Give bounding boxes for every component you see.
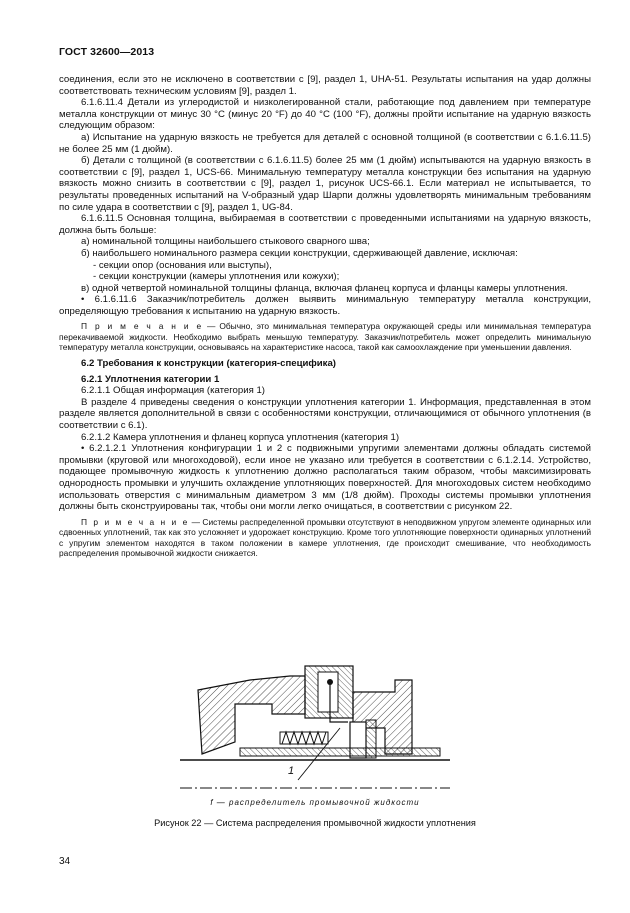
note-text: — Системы распределенной промывки отсутствуют в неподвижном упругом элементе одинарных или сдвоенных уплотнений, так как это усложняет и удорожает конструкцию. Кроме того уплотняющие поверхности одинарных уплотнений с упругим элементом находятся в таком положении в камере уплотнения, где происходит смешивание, что необходимость распределения промывочной жидкости снижается. bbox=[59, 516, 591, 559]
document-header: ГОСТ 32600—2013 bbox=[59, 46, 155, 58]
figure-caption: Рисунок 22 — Система распределения промывочной жидкости уплотнения bbox=[154, 818, 476, 828]
paragraph: 6.1.6.11.5 Основная толщина, выбираемая в соответствии с проведенными испытаниями на ударную вязкость, должна быть больше: bbox=[59, 213, 591, 236]
paragraph: соединения, если это не исключено в соответствии с [9], раздел 1, UHA-51. Результаты испытания на удар должны соответствовать техническим условиям [9], раздел 1. bbox=[59, 74, 591, 97]
paragraph: 6.1.6.11.4 Детали из углеродистой и низколегированной стали, работающие под давлением при температуре металла конструкции от минус 30 °С (минус 20 °F) до 40 °С (100 °F), должны пройти испытание на ударную вязкость следующим образом: bbox=[59, 97, 591, 132]
list-item: в) одной четвертой номинальной толщины фланца, включая фланец корпуса и фланцы камеры уплотнения. bbox=[81, 282, 568, 294]
page-number: 34 bbox=[59, 856, 71, 867]
note bbox=[59, 517, 591, 559]
list-item: - секции опор (основания или выступы), bbox=[93, 259, 272, 271]
section-heading: 6.2 Требования к конструкции (категория-специфика) bbox=[81, 357, 337, 369]
paragraph: В разделе 4 приведены сведения о конструкции уплотнения категории 1. Информация, представленная в этом разделе является дополнительной в связи с особенностями конструкции, отличающимися от обычного уплотнения (в соответствии с 6.1). bbox=[59, 396, 591, 431]
note-label: П р и м е ч а н и е bbox=[81, 321, 204, 332]
paragraph: а) Испытание на ударную вязкость не требуется для деталей с основной толщиной (в соответствии с 6.1.6.11.5) не более 25 мм (1 дюйм). bbox=[59, 131, 591, 155]
list-item: а) номинальной толщины наибольшего стыкового сварного шва; bbox=[81, 236, 370, 248]
paragraph: 6.2.1.1 Общая информация (категория 1) bbox=[81, 385, 265, 397]
note-label: П р и м е ч а н и е bbox=[81, 516, 190, 527]
paragraph: • 6.2.1.2.1 Уплотнения конфигурации 1 и 2 с подвижными упругими элементами должны обладать системой промывки (круговой или многоходовой), если иное не указано или требуется в соответствии с 6.1.2.14. Устройство, подающее промывочную жидкость к уплотнению должно располагаться таким образом, чтобы максимизировать однородность промывки и улучшить охлаждение уплотняющих поверхностей. Для многоходовых систем необходимо использовать отверстия с минимальным диаметром 3 мм (1/8 дюйм). Проходы системы промывки уплотнения должны быть сконструированы так, чтобы они могли легко очищаться, в соответствии с рисунком 22. bbox=[59, 443, 591, 513]
figure-legend: f — распределитель промывочной жидкости bbox=[210, 798, 420, 807]
document-body bbox=[59, 74, 591, 559]
paragraph: • 6.1.6.11.6 Заказчик/потребитель должен выявить минимальную температуру металла конструкции, определяющую требования к испытанию на ударную вязкость. bbox=[59, 294, 591, 317]
shaft-sleeve bbox=[240, 748, 440, 756]
callout-number: 1 bbox=[288, 765, 295, 777]
seal-drawing bbox=[180, 662, 450, 792]
list-item: - секции конструкции (камеры уплотнения или кожухи); bbox=[93, 271, 340, 283]
note bbox=[59, 321, 591, 353]
list-item: б) наибольшего номинального размера секции конструкции, сдерживающей давление, исключая: bbox=[81, 247, 518, 259]
note-text: — Обычно, это минимальная температура окружающей среды или минимальная температура перекачиваемой жидкости. Необходимо выбрать меньшую температуру. Заказчик/потребитель может определить минимальную температуру металла конструкции, основываясь на характеристике насоса, такой как самоохлаждение при уменьшении давления. bbox=[59, 321, 591, 353]
paragraph: 6.2.1.2 Камера уплотнения и фланец корпуса уплотнения (категория 1) bbox=[81, 431, 400, 443]
subsection-heading: 6.2.1 Уплотнения категории 1 bbox=[81, 373, 220, 385]
spring-element bbox=[280, 732, 328, 744]
paragraph: б) Детали с толщиной (в соответствии с 6.1.6.11.5) более 25 мм (1 дюйм) испытываются на ударную вязкость в соответствии с [9], раздел 1, UCS-66. Минимальную температуру металла конструкции без испытания на ударную вязкость можно снизить в соответствии с [9], раздел 1, рисунок UCS-66.1. Если материал не испытывается, то результаты проведенных испытаний на V-образный удар Шарпи должны удовлетворять минимальным требованиям по силе удара в соответствии с [9], раздел 1, UG-84. bbox=[59, 155, 591, 213]
